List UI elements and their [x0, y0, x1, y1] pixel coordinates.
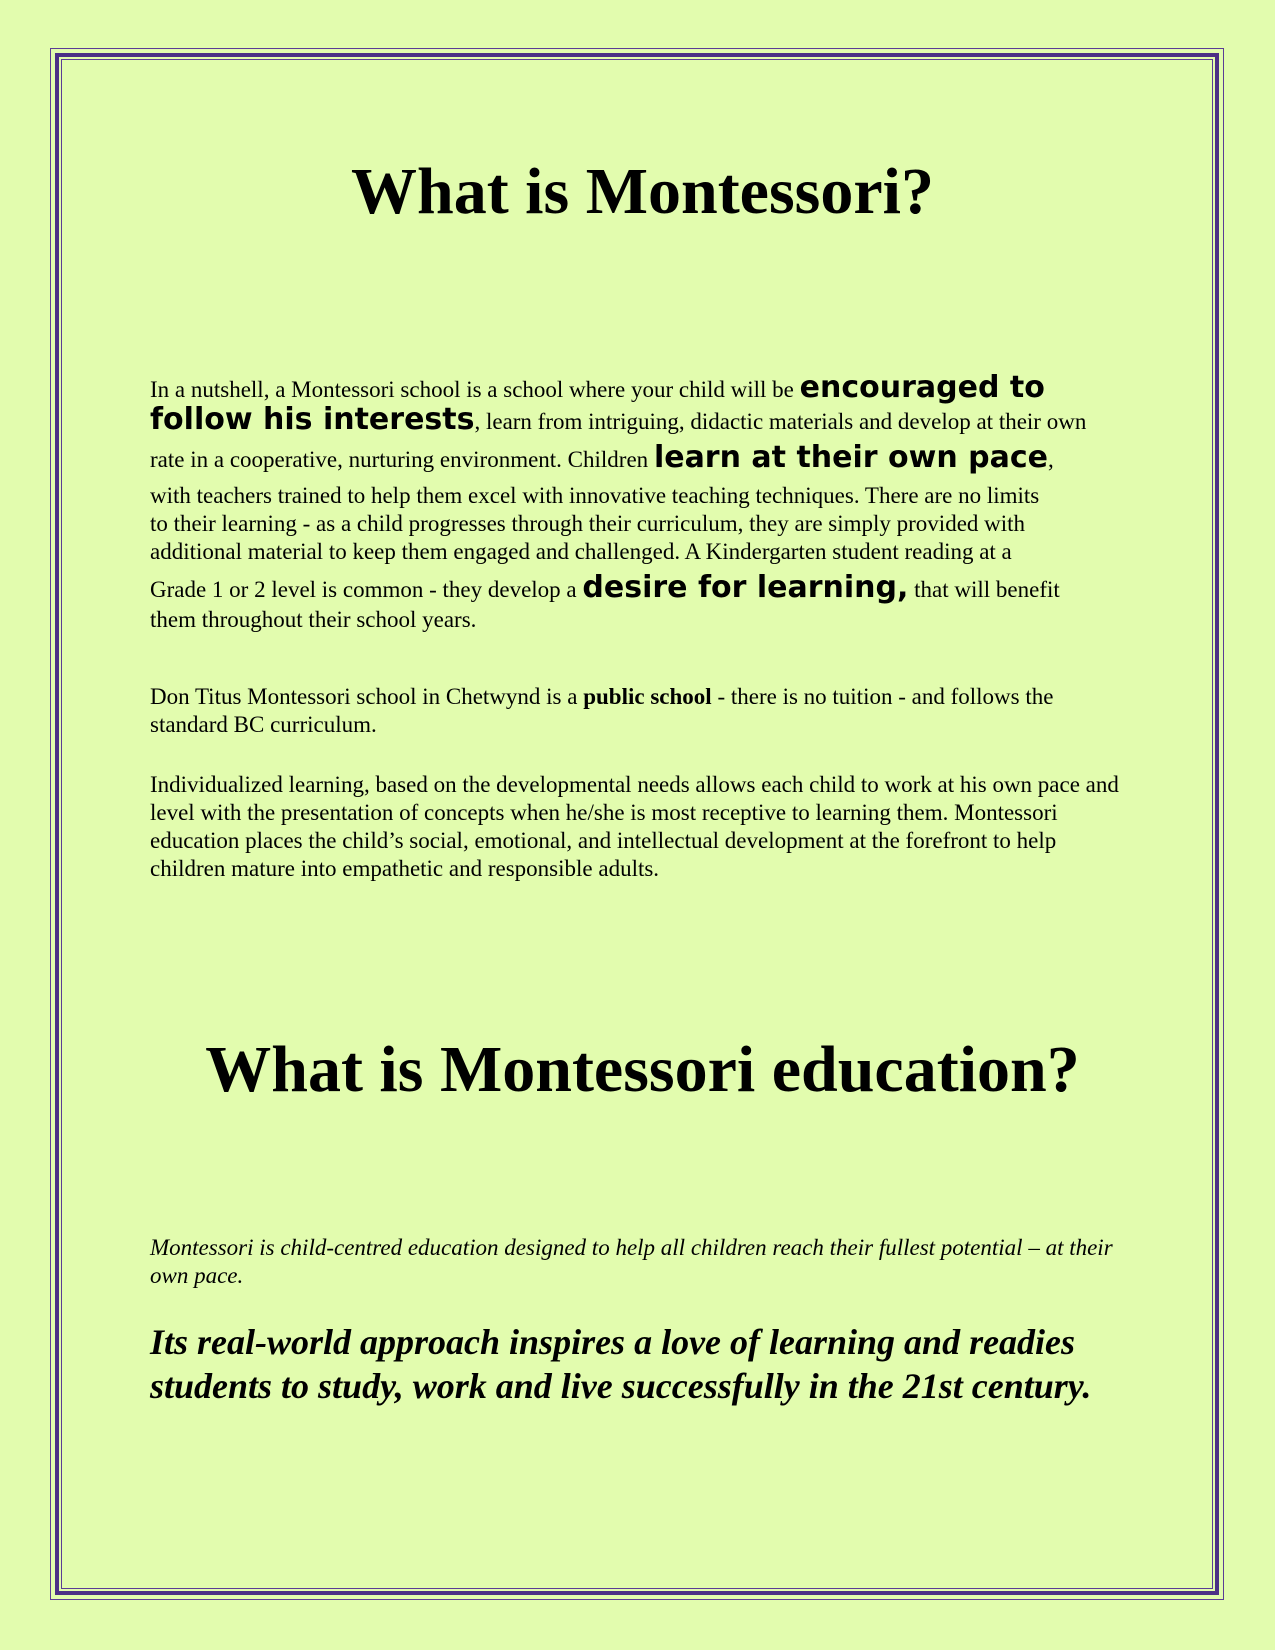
individualized-paragraph: Individualized learning, based on the developmental needs allows each child to work at his own pace and level with the presentation of concepts when he/she is most receptive to learning them. Montessori education places the child’s social, emotional, and intellectual development at the forefront to help children mature into empathetic and responsible adults.: [150, 772, 1119, 881]
emphasis-public-school: public school: [583, 684, 712, 709]
emphasis-encouraged: encouraged to: [799, 370, 1045, 405]
public-school-paragraph: Don Titus Montessori school in Chetwynd is a public school - there is no tuition - and follows the standard BC curriculum.: [150, 684, 1054, 737]
intro-line-8: them throughout their school years.: [150, 607, 477, 632]
heading-what-is-montessori: What is Montessori?: [351, 155, 934, 228]
intro-paragraph: [150, 370, 1135, 634]
intro-line-3: rate in a cooperative, nurturing environment. Children learn at their own pace,: [150, 440, 1054, 475]
emphasis-follow-interests: follow his interests: [150, 402, 475, 437]
definition-paragraph: Montessori is child-centred education designed to help all children reach their fullest potential – at their own pace.: [150, 1235, 1113, 1288]
emphasis-desire-learning: desire for learning,: [582, 570, 909, 605]
emphasis-own-pace: learn at their own pace: [653, 440, 1048, 475]
approach-statement: Its real-world approach inspires a love of learning and readies students to study, work and live successfully in the 21st century.: [150, 1322, 1092, 1406]
intro-line-6: additional material to keep them engaged and challenged. A Kindergarten student reading at a: [150, 539, 1012, 564]
intro-line-4: with teachers trained to help them excel with innovative teaching techniques. There are no limits: [150, 483, 1040, 508]
intro-line-5: to their learning - as a child progresses through their curriculum, they are simply provided with: [150, 511, 1026, 536]
intro-line-7: Grade 1 or 2 level is common - they develop a desire for learning, that will benefit: [150, 570, 1060, 605]
heading-montessori-education: What is Montessori education?: [205, 1033, 1080, 1106]
intro-line-1: In a nutshell, a Montessori school is a school where your child will be encouraged to: [150, 370, 1045, 405]
intro-line-2: follow his interests, learn from intriguing, didactic materials and develop at their own: [150, 402, 1087, 437]
